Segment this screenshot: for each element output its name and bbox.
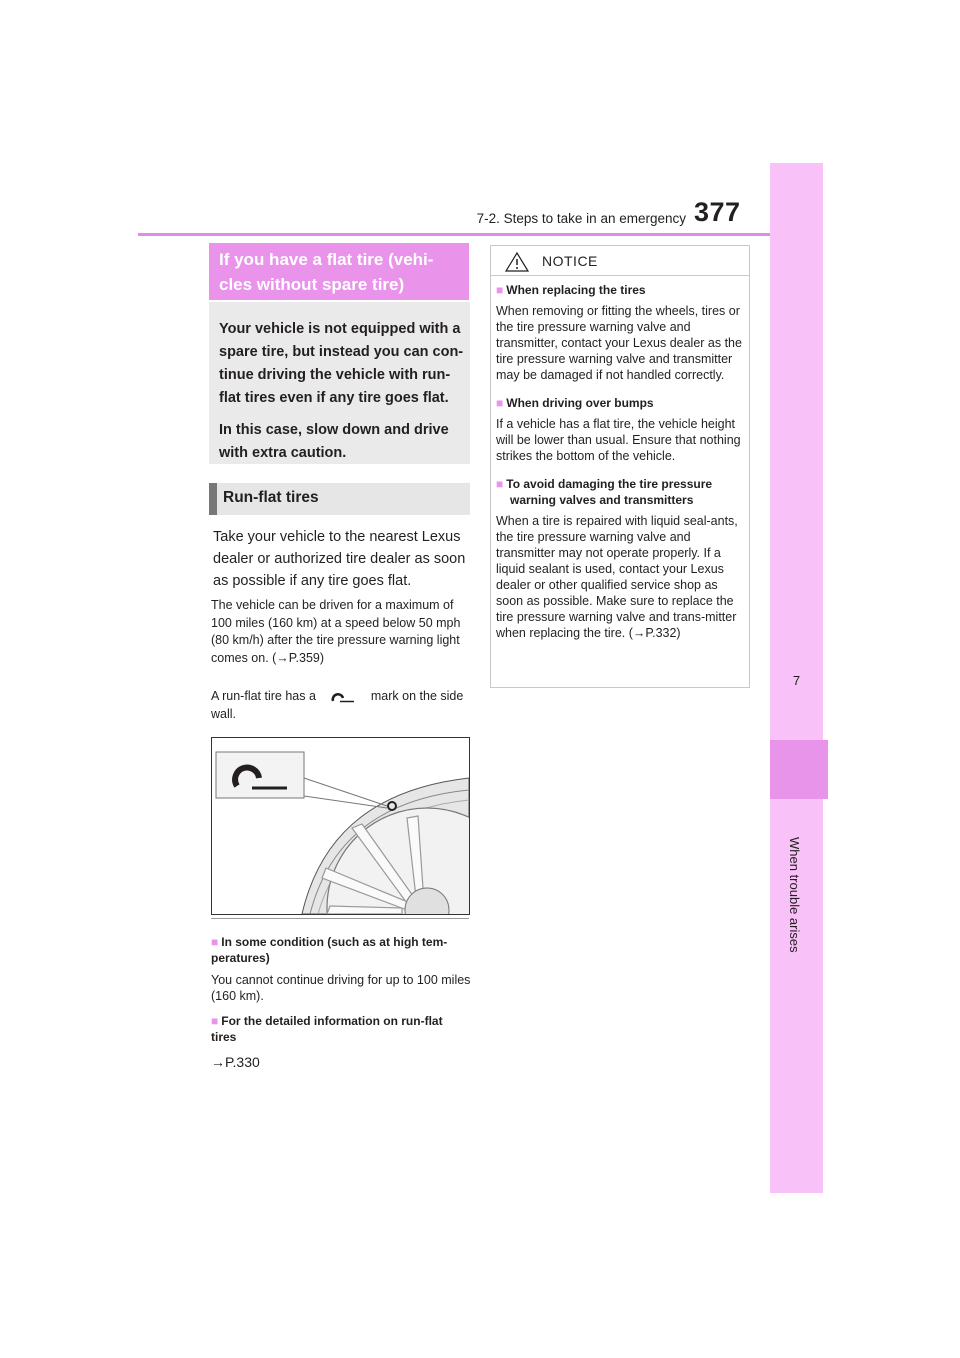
flat-tire-title: If you have a flat tire (vehi-cles without spare tire) <box>219 250 434 294</box>
chapter-number: 7 <box>792 673 801 688</box>
runflat-mark-prefix: A run-flat tire has a <box>211 689 316 703</box>
note-1-body: You cannot continue driving for up to 100 miles (160 km). <box>211 973 471 1003</box>
page-number: 377 <box>694 197 741 227</box>
square-bullet-icon: ■ <box>496 396 504 410</box>
notice-item-body: If a vehicle has a flat tire, the vehicle height will be lower than usual. Ensure that nothing strikes the bottom of the vehicle. <box>496 417 741 463</box>
note-2-heading: ■ For the detailed information on run-flat tires <box>211 1014 443 1044</box>
notice-item-heading: ■ To avoid damaging the tire pressure warning valves and transmitters <box>496 477 713 507</box>
notice-header-rule <box>490 275 750 276</box>
runflat-body: Take your vehicle to the nearest Lexus dealer or authorized tire dealer as soon as possible if any tire goes flat. <box>213 529 466 589</box>
notice-item <box>496 476 744 641</box>
runflat-heading-bar <box>209 483 217 515</box>
figure-rule <box>211 918 469 919</box>
side-tab-chapter-block <box>770 740 828 799</box>
intro-paragraph-2: In this case, slow down and drive with extra caution. <box>219 422 449 461</box>
square-bullet-icon: ■ <box>496 283 504 297</box>
flat-tire-intro <box>219 318 464 474</box>
section-title: 7-2. Steps to take in an emergency <box>476 211 686 226</box>
notice-item <box>496 282 744 383</box>
warning-triangle-icon <box>505 252 529 272</box>
runflat-detail: The vehicle can be driven for a maximum of 100 miles (160 km) at a speed below 50 mph (80 km/h) after the tire pressure warning light comes on. (→P.359) <box>211 598 461 665</box>
note-1-heading: ■ In some condition (such as at high tem-peratures) <box>211 935 448 965</box>
runflat-tire-figure <box>211 737 470 915</box>
square-bullet-icon: ■ <box>211 935 219 949</box>
notice-item-heading: ■ When replacing the tires <box>496 283 646 297</box>
note-1 <box>211 934 471 1004</box>
note-2 <box>211 1013 471 1070</box>
notice-item-body: When a tire is repaired with liquid seal-ants, the tire pressure warning valve and transmitter may not operate properly. If a liquid sealant is used, contact your Lexus dealer or other qualified service shop as soon as possible. Make sure to replace the tire pressure warning valve and trans-mitter when replacing the tire. (→P.332) <box>496 514 738 640</box>
notice-item-heading: ■ When driving over bumps <box>496 396 654 410</box>
square-bullet-icon: ■ <box>496 477 504 491</box>
notice-content <box>496 282 744 653</box>
runflat-mark-icon <box>319 691 367 703</box>
note-2-body: →P.330 <box>211 1054 260 1070</box>
square-bullet-icon: ■ <box>211 1014 219 1028</box>
notice-item-body: When removing or fitting the wheels, tires or the tire pressure warning valve and transmitter, contact your Lexus dealer as the tire pressure warning valve and transmitter may be damaged if not handled correctly. <box>496 304 742 382</box>
runflat-mark-text <box>211 688 471 723</box>
runflat-heading: Run-flat tires <box>223 489 319 506</box>
chapter-label: When trouble arises <box>787 837 802 953</box>
notice-title: NOTICE <box>542 253 598 269</box>
notice-item <box>496 395 744 464</box>
intro-paragraph-1: Your vehicle is not equipped with a spare tire, but instead you can con-tinue driving the vehicle with run-flat tires even if any tire goes flat. <box>219 321 464 406</box>
runflat-mark-suffix: mark on the side wall. <box>211 689 464 721</box>
tire-illustration <box>212 738 469 914</box>
header-rule <box>138 233 770 236</box>
